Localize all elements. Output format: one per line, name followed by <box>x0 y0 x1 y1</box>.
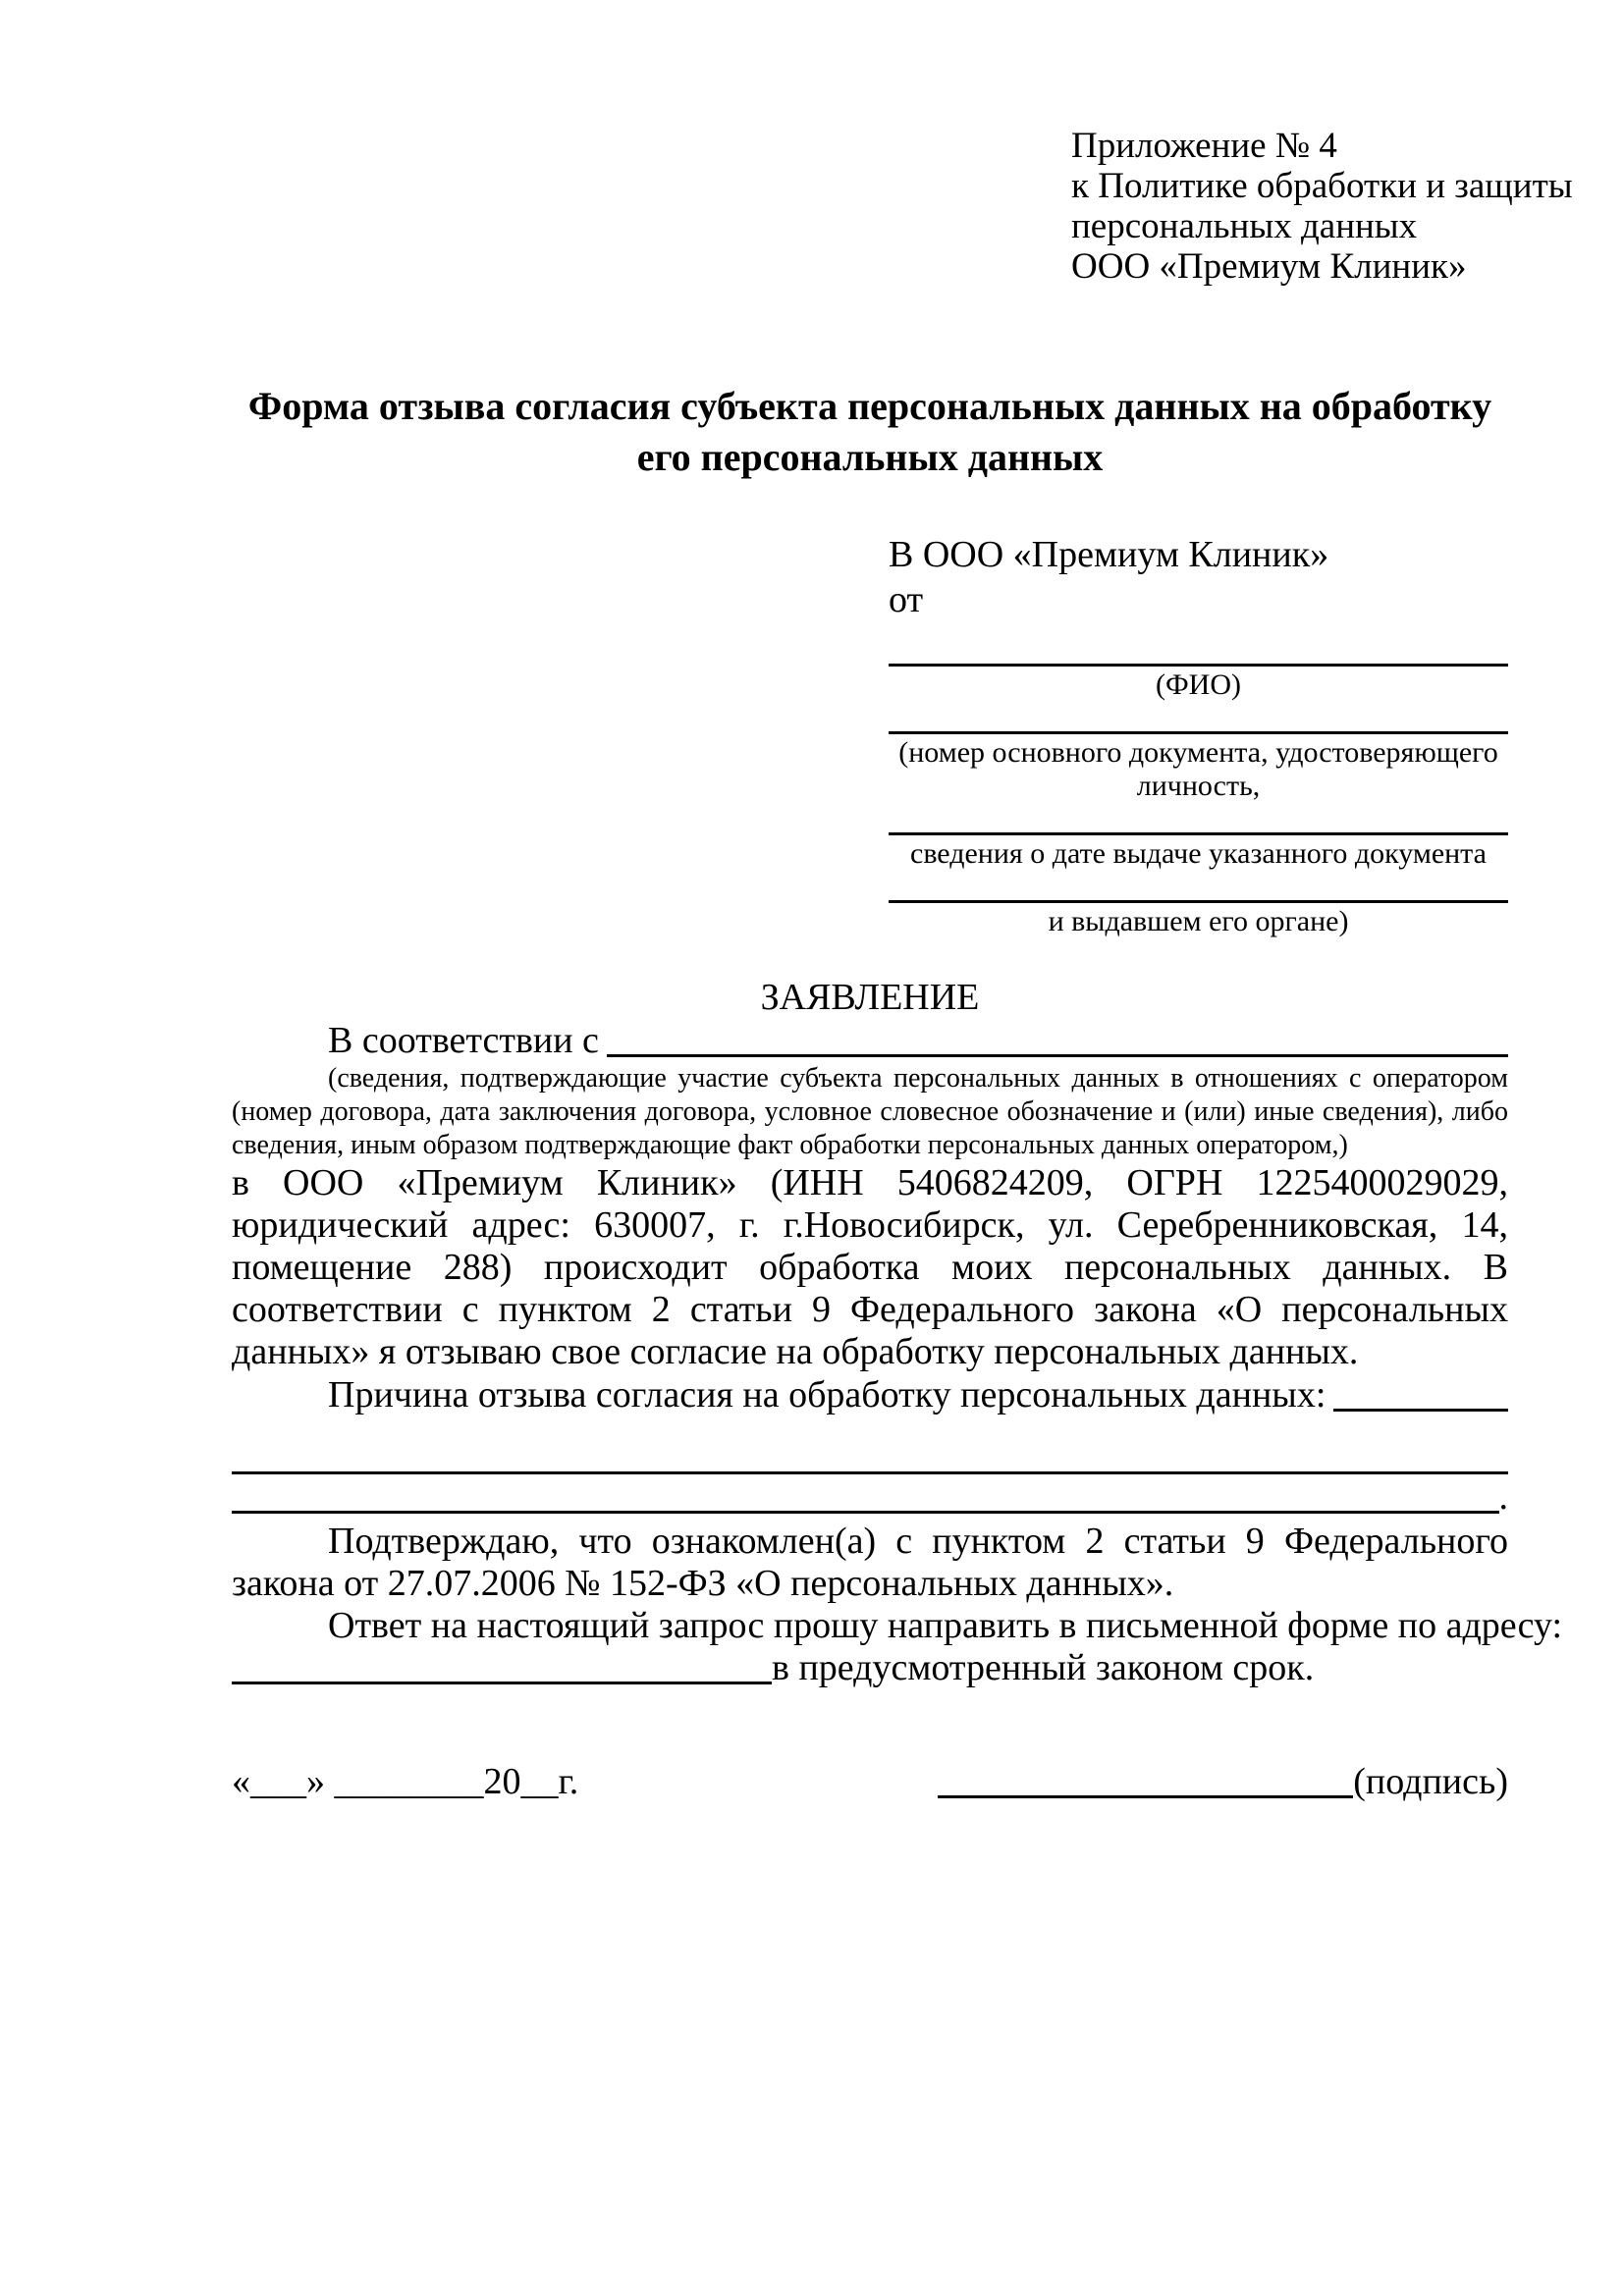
reason-blank-line-3[interactable] <box>232 1511 1499 1514</box>
according-prefix: В соответствии с <box>328 1020 599 1061</box>
addressee-block <box>889 532 1508 938</box>
issue-date-caption: сведения о дате выдаче указанного документа <box>910 837 1487 870</box>
document-number-caption: (номер основного документа, удостоверяющего личность, <box>898 736 1498 802</box>
addressee-from-label: от <box>889 579 924 620</box>
annex-note <box>1071 126 1573 287</box>
according-blank-line[interactable] <box>607 1054 1508 1057</box>
reply-suffix: в предусмотренный законом срок. <box>772 1647 1315 1688</box>
signature-blank-line[interactable] <box>938 1795 1353 1798</box>
confirmation-paragraph: Подтверждаю, что ознакомлен(а) с пунктом 2 статьи 9 Федерального закона от 27.07.2006 № 152-ФЗ «О персональных данных». <box>232 1521 1508 1604</box>
fine-print-note: (сведения, подтверждающие участие субъекта персональных данных в отношениях с оператором (номер договора, дата заключения договора, условное словесное обозначение и (или) иные сведения), либо сведения, иным образом подтверждающие факт обработки персональных данных оператором,) <box>232 1063 1508 1160</box>
reply-request-line: Ответ на настоящий запрос прошу направить в письменной форме по адресу: <box>328 1605 1563 1646</box>
body-paragraph: в ООО «Премиум Клиник» (ИНН 5406824209, ОГРН 1225400029029, юридический адрес: 630007, г. г.Новосибирск, ул. Серебренниковская, 14, помещение 288) происходит обработка моих персональных данных. В соответствии с пунктом 2 статьи 9 Федерального закона «О персональных данных» я отзываю свое согласие на обработку персональных данных. <box>232 1162 1508 1372</box>
reason-blank-row-3 <box>232 1474 1508 1519</box>
reason-blank-line[interactable] <box>1333 1409 1508 1412</box>
annex-note-line: ООО «Премиум Клиник» <box>1071 246 1467 287</box>
reason-row <box>232 1373 1508 1416</box>
annex-note-line: Приложение № 4 <box>1071 126 1337 166</box>
signature-caption: (подпись) <box>1353 1761 1508 1802</box>
according-row <box>232 1019 1508 1062</box>
spacer <box>232 1416 1508 1471</box>
fio-caption: (ФИО) <box>1155 668 1241 701</box>
date-blank[interactable]: «___» ________20__г. <box>232 1761 579 1802</box>
addressee-to: В ООО «Премиум Клиник» <box>889 534 1329 575</box>
reply-address-row <box>232 1647 1508 1689</box>
reply-address-blank-line[interactable] <box>232 1682 772 1684</box>
period-after-blank: . <box>1498 1476 1508 1518</box>
issuing-authority-caption: и выдавшем его органе) <box>1048 905 1349 937</box>
reason-prefix: Причина отзыва согласия на обработку персональных данных: <box>328 1374 1326 1415</box>
annex-note-line: персональных данных <box>1071 206 1418 246</box>
statement-heading: ЗАЯВЛЕНИЕ <box>760 977 980 1018</box>
page-title: Форма отзыва согласия субъекта персональных данных на обработку его персональных данных <box>247 384 1492 479</box>
annex-note-line: к Политике обработки и защиты <box>1071 166 1573 206</box>
footer-row <box>232 1760 1508 1803</box>
